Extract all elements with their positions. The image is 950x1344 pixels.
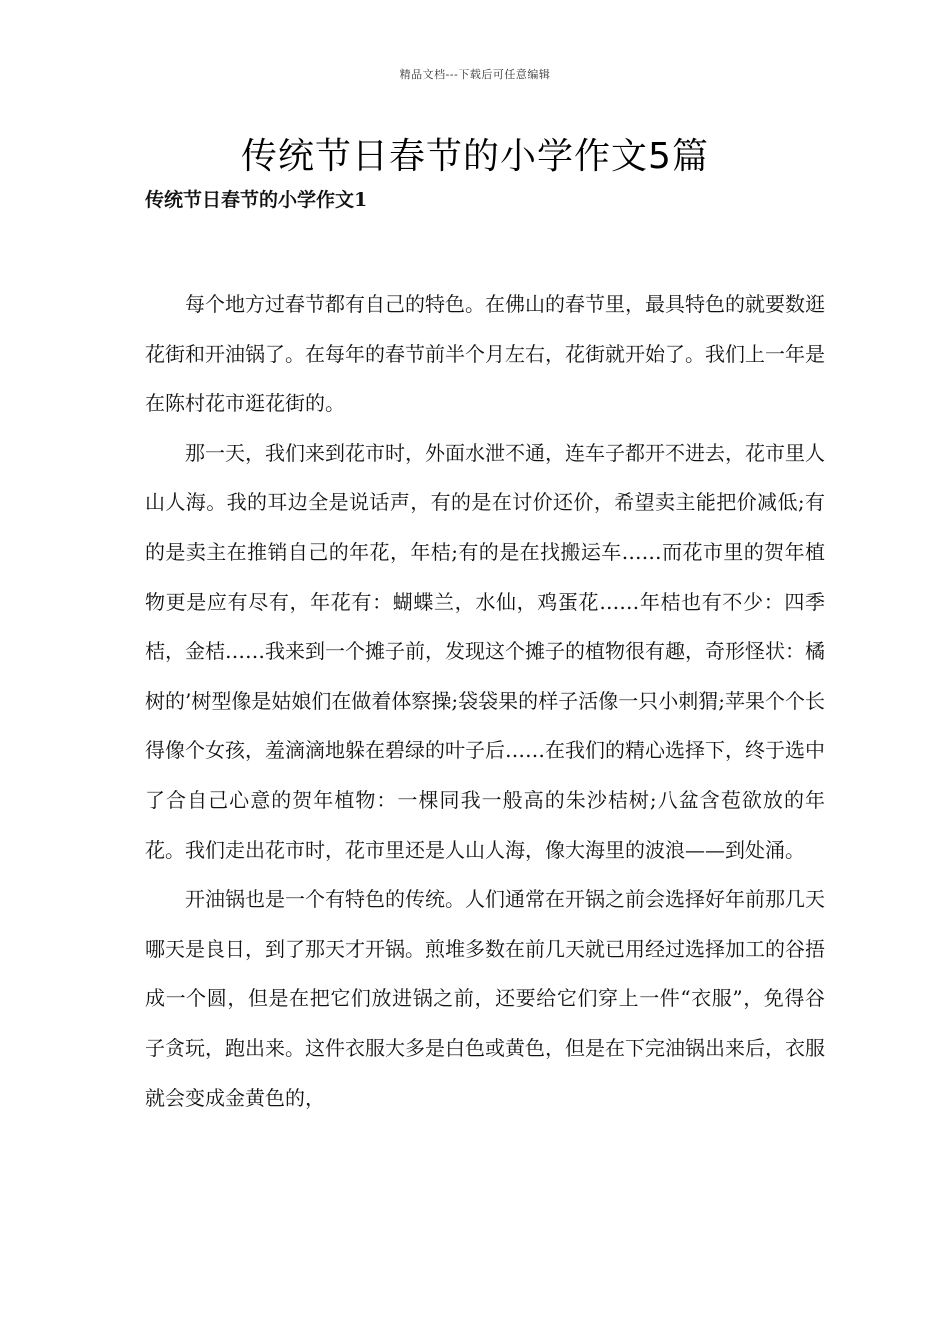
page-header-note: 精品文档---下载后可任意编辑 <box>399 68 551 81</box>
article-body <box>145 280 825 1123</box>
paragraph: 那一天，我们来到花市时，外面水泄不通，连车子都开不进去，花市里人山人海。我的耳边全是说话声，有的是在讨价还价，希望卖主能把价减低;有的是卖主在推销自己的年花，年桔;有的是在找搬运车……而花市里的贺年植物更是应有尽有，年花有：蝴蝶兰，水仙，鸡蛋花……年桔也有不少：四季桔，金桔……我来到一个摊子前，发现这个摊子的植物很有趣，奇形怪状：橘树的’树型像是姑娘们在做着体察操;袋袋果的样子活像一只小刺猬;苹果个个长得像个女孩，羞滴滴地躲在碧绿的叶子后……在我们的精心选择下，终于选中了合自己心意的贺年植物：一棵同我一般高的朱沙桔树;八盆含苞欲放的年花。我们走出花市时，花市里还是人山人海，像大海里的波浪——到处涌。 <box>145 440 825 862</box>
paragraph: 开油锅也是一个有特色的传统。人们通常在开锅之前会选择好年前那几天哪天是良日，到了那天才开锅。煎堆多数在前几天就已用经过选择加工的谷捂成一个圆，但是在把它们放进锅之前，还要给它们穿上一件“衣服”，免得谷子贪玩，跑出来。这件衣服大多是白色或黄色，但是在下完油锅出来后，衣服就会变成金黄色的， <box>145 887 825 1110</box>
document-title: 传统节日春节的小学作文5篇 <box>241 136 709 177</box>
paragraph: 每个地方过春节都有自己的特色。在佛山的春节里，最具特色的就要数逛花街和开油锅了。在每年的春节前半个月左右，花街就开始了。我们上一年是在陈村花市逛花街的。 <box>145 292 825 416</box>
section-heading: 传统节日春节的小学作文1 <box>145 189 368 211</box>
